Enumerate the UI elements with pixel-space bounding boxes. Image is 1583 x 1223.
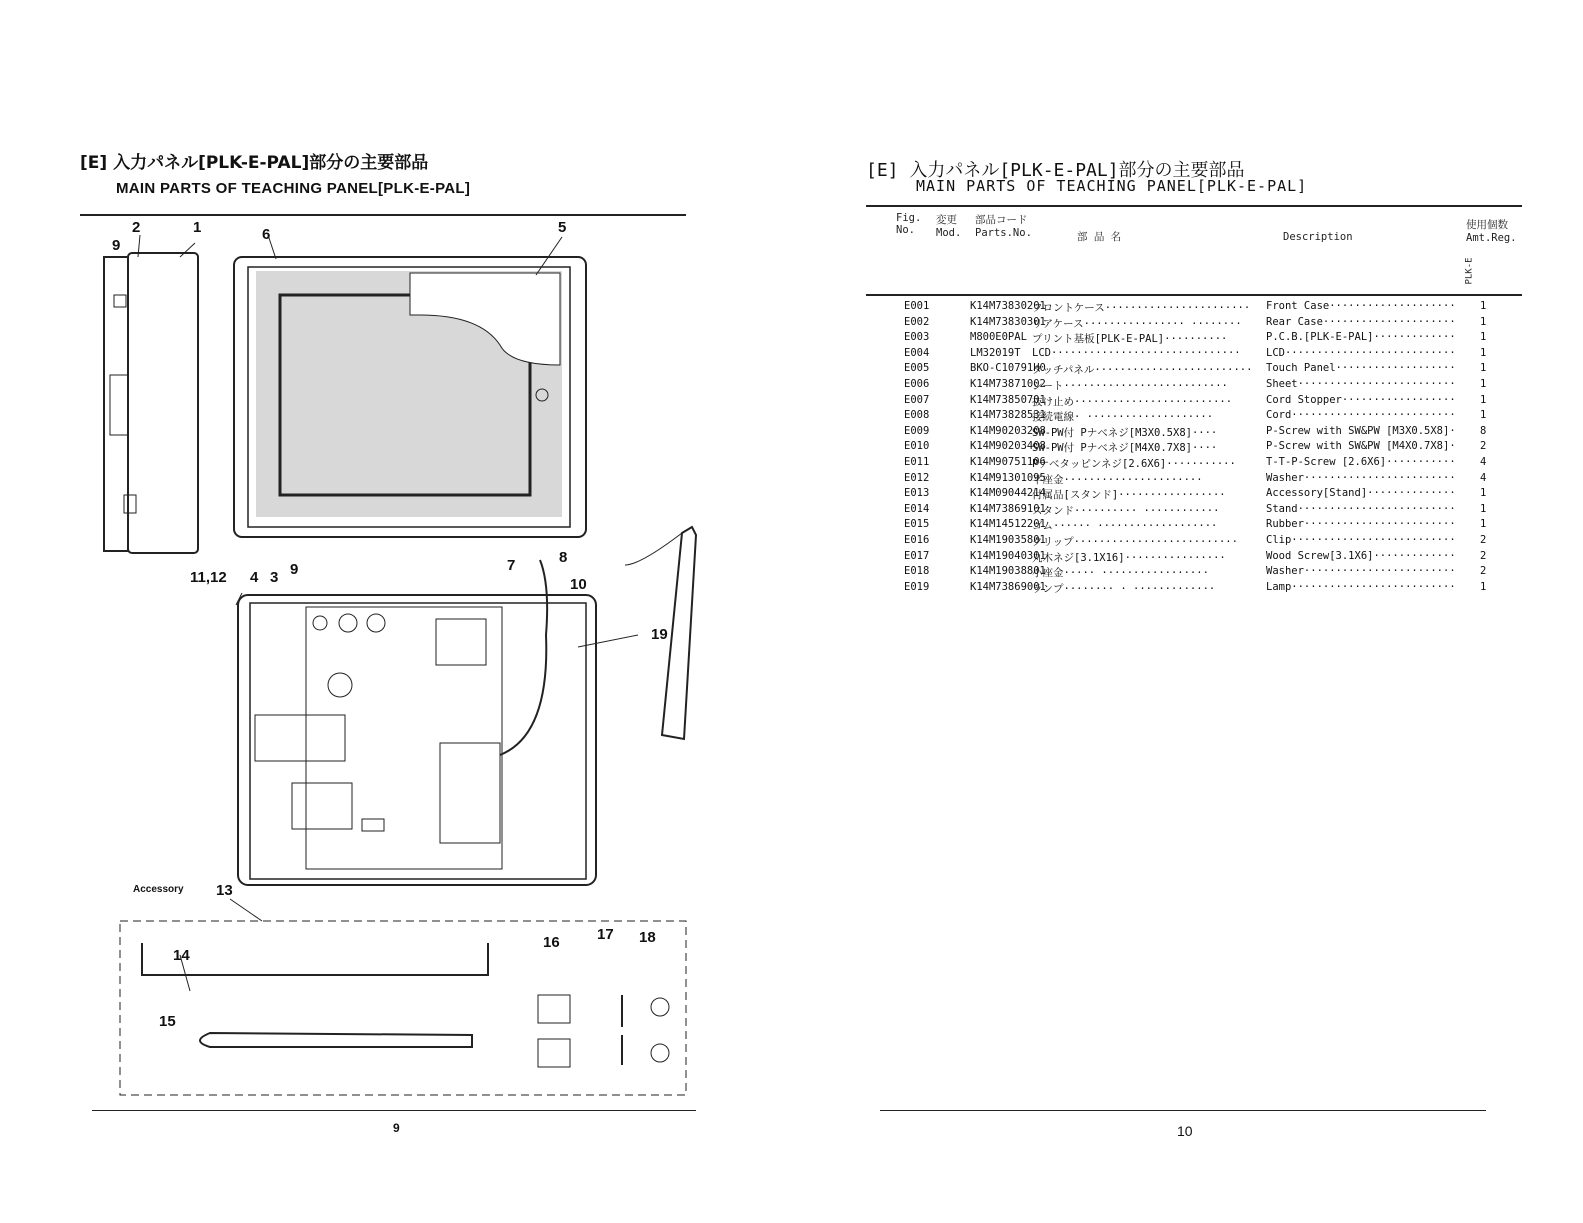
table-row: E002 K14M73830301 リアケース················ ········ Rear Case····················· 1 xyxy=(904,315,1487,330)
side-view-case xyxy=(104,235,198,553)
table-row: E014 K14M73869101 スタンド·········· ············ Stand························· 1 xyxy=(904,502,1487,517)
table-row: E012 K14M91301095 平座金······················ Washer························ 4 xyxy=(904,471,1487,486)
table-row: E005 BKO-C10791H0 タッチパネル························· Touch Panel··················· 1 xyxy=(904,362,1487,377)
callout-2: 2 xyxy=(132,219,141,236)
table-row: E016 K14M19035801 クリップ·························· Clip·························· 2 xyxy=(904,534,1487,548)
callout-3: 3 xyxy=(270,569,279,586)
right-title-jp: [E] 入力パネル[PLK-E-PAL]部分の主要部品 xyxy=(866,160,1245,181)
table-row: E006 K14M73871002 シート·························· Sheet························· 1 xyxy=(904,378,1487,392)
left-bottom-rule xyxy=(92,1110,696,1111)
callout-15: 15 xyxy=(159,1013,176,1030)
hdr-model: PLK-E xyxy=(1464,257,1475,285)
callout-17: 17 xyxy=(597,926,614,943)
parts-table xyxy=(904,300,1524,620)
table-row: E007 K14M73850701 抜け止め························· Cord Stopper·················· 1 xyxy=(904,393,1487,408)
callout-13: 13 xyxy=(216,882,233,899)
left-title-jp: [E] 入力パネル[PLK-E-PAL]部分の主要部品 xyxy=(80,153,429,173)
hdr-parts-no: 部品コード Parts.No. xyxy=(975,214,1032,239)
hdr-mod: 変更 Mod. xyxy=(936,214,962,239)
table-row: E004 LM32019T LCD······························ LCD··························· 1 xyxy=(904,346,1487,359)
right-page-number: 10 xyxy=(1177,1123,1193,1139)
left-page-number: 9 xyxy=(393,1121,400,1135)
callout-7: 7 xyxy=(507,557,516,574)
right-bottom-rule xyxy=(880,1110,1486,1111)
callout-9-top: 9 xyxy=(112,237,121,254)
table-row: E008 K14M73828531 接続電線· ···················· Cord·························· 1 xyxy=(904,409,1487,424)
callout-16: 16 xyxy=(543,934,560,951)
right-top-rule xyxy=(866,205,1522,207)
right-header-rule xyxy=(866,294,1522,296)
table-row: E015 K14M14512201 ゴム······ ··················· Rubber························ 1 xyxy=(904,518,1487,533)
table-row: E013 K14M09044214 付属品[スタンド]················· Accessory[Stand]·············· 1 xyxy=(904,487,1487,502)
table-row: E001 K14M73830201 フロントケース······················· Front Case···················· 1 xyxy=(904,300,1487,314)
table-row: E003 M800E0PAL プリント基板[PLK-E-PAL]·········· P.C.B.[PLK-E-PAL]············· 1 xyxy=(904,331,1487,346)
front-view-panel xyxy=(234,235,586,537)
accessory-label: Accessory xyxy=(133,884,184,895)
callout-6: 6 xyxy=(262,226,271,243)
left-title-en: MAIN PARTS OF TEACHING PANEL[PLK-E-PAL] xyxy=(116,180,471,197)
rear-assembly xyxy=(236,560,638,885)
hdr-amount: 使用個数 Amt.Reg. xyxy=(1466,219,1517,244)
callout-5: 5 xyxy=(558,219,567,236)
exploded-parts-diagram xyxy=(80,215,710,1115)
callout-11-12: 11,12 xyxy=(190,569,227,586)
callout-18: 18 xyxy=(639,929,656,946)
hdr-description: Description xyxy=(1283,231,1353,243)
table-row: E011 K14M90751106 Pナベタッピンネジ[2.6X6]··········· T-T-P-Screw [2.6X6]··········· 4 xyxy=(904,456,1487,470)
callout-14: 14 xyxy=(173,947,190,964)
right-title-en: MAIN PARTS OF TEACHING PANEL[PLK-E-PAL] xyxy=(916,177,1308,195)
table-row: E019 K14M73869001 ランプ········ · ············· Lamp·························· 1 xyxy=(904,580,1487,595)
hdr-part-name: 部 品 名 xyxy=(1077,231,1122,243)
table-row: E018 K14M19038801 小座金····· ················· Washer························ 2 xyxy=(904,565,1487,580)
table-row: E009 K14M90203208 SW-PW付 Pナベネジ[M3X0.5X8]···· P-Screw with SW&PW [M3X0.5X8]· 8 xyxy=(904,424,1487,439)
hdr-fig: Fig. No. xyxy=(896,212,922,236)
callout-9-rear: 9 xyxy=(290,561,299,578)
callout-1: 1 xyxy=(193,219,202,236)
table-row: E017 K14M19040301 丸木ネジ[3.1X16]················ Wood Screw[3.1X6]············· 2 xyxy=(904,549,1487,564)
callout-8: 8 xyxy=(559,549,568,566)
callout-19: 19 xyxy=(651,626,668,643)
callout-10: 10 xyxy=(570,576,587,593)
table-row: E010 K14M90203408 SW-PW付 Pナベネジ[M4X0.7X8]···· P-Screw with SW&PW [M4X0.7X8]· 2 xyxy=(904,440,1487,455)
callout-4: 4 xyxy=(250,569,259,586)
